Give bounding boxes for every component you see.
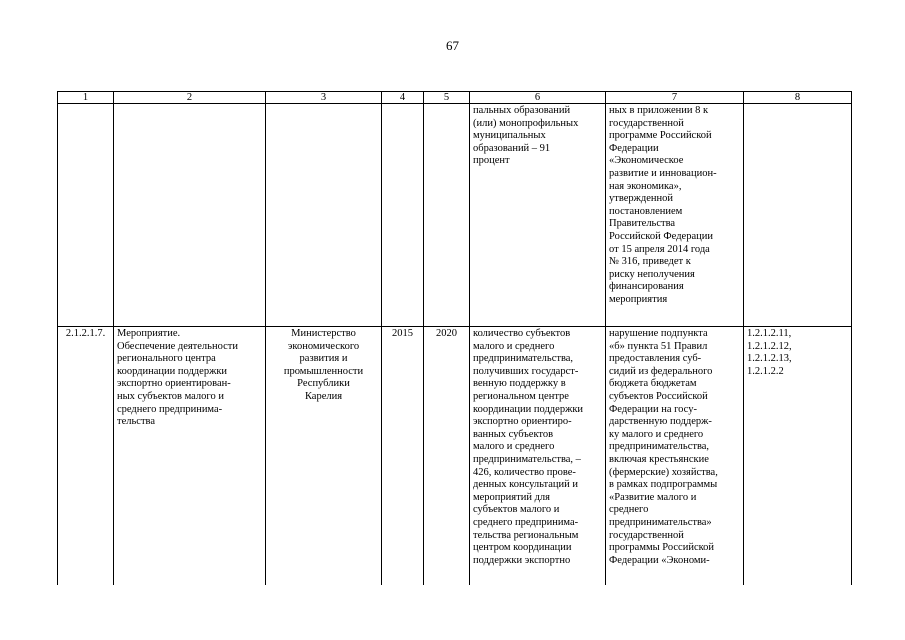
row2-end-year-cell: 2020 [424, 327, 470, 586]
row1-number-cell [58, 104, 114, 327]
table-row [58, 104, 852, 327]
row1-consequence-cell: ных в приложении 8 к государственной программе Российской Федерации «Экономическое развитие и инновацион- ная экономика», утвержденной постановлением Правительства Российской Федерации от 15 апреля 2014 года № 316, приведет к риску неполучения финансирования мероприятия [606, 104, 744, 327]
row1-link-cell [744, 104, 852, 327]
row1-executor-cell [266, 104, 382, 327]
header-cell-2: 2 [114, 92, 266, 104]
header-cell-3: 3 [266, 92, 382, 104]
header-cell-8: 8 [744, 92, 852, 104]
header-row [58, 92, 852, 104]
row1-start-year-cell [382, 104, 424, 327]
table-row [58, 327, 852, 586]
row1-result-cell: пальных образований (или) монопрофильных муниципальных образований – 91 процент [470, 104, 606, 327]
row2-link-cell: 1.2.1.2.11, 1.2.1.2.12, 1.2.1.2.13, 1.2.1.2.2 [744, 327, 852, 586]
row2-consequence-cell: нарушение подпункта «б» пункта 51 Правил предоставления суб- сидий из федерального бюджета бюджетам субъектов Российской Федерации на госу- дарственную поддерж- ку малого и среднего предпринимательства, включая крестьянские (фермерские) хозяйства, в рамках подпрограммы «Развитие малого и среднего предпринимательства» государственной программы Российской Федерации «Экономи- [606, 327, 744, 586]
header-cell-5: 5 [424, 92, 470, 104]
row2-result-cell: количество субъектов малого и среднего предпринимательства, получивших государст- венную поддержку в региональном центре координации поддержки экспортно ориентиро- ванных субъектов малого и среднего предпринимательства, – 426, количество прове- денных консультаций и мероприятий для субъектов малого и среднего предпринима- тельства региональным центром координации поддержки экспортно [470, 327, 606, 586]
header-cell-4: 4 [382, 92, 424, 104]
row1-end-year-cell [424, 104, 470, 327]
row2-start-year-cell: 2015 [382, 327, 424, 586]
row1-measure-cell [114, 104, 266, 327]
page-number: 67 [446, 38, 459, 53]
row2-number-cell: 2.1.2.1.7. [58, 327, 114, 586]
header-cell-7: 7 [606, 92, 744, 104]
header-cell-6: 6 [470, 92, 606, 104]
header-cell-1: 1 [58, 92, 114, 104]
row2-measure-cell: Мероприятие. Обеспечение деятельности регионального центра координации поддержки экспортно ориентирован- ных субъектов малого и среднего предпринима- тельства [114, 327, 266, 586]
measures-table [57, 91, 852, 585]
row2-executor-cell: Министерство экономического развития и промышленности Республики Карелия [266, 327, 382, 586]
